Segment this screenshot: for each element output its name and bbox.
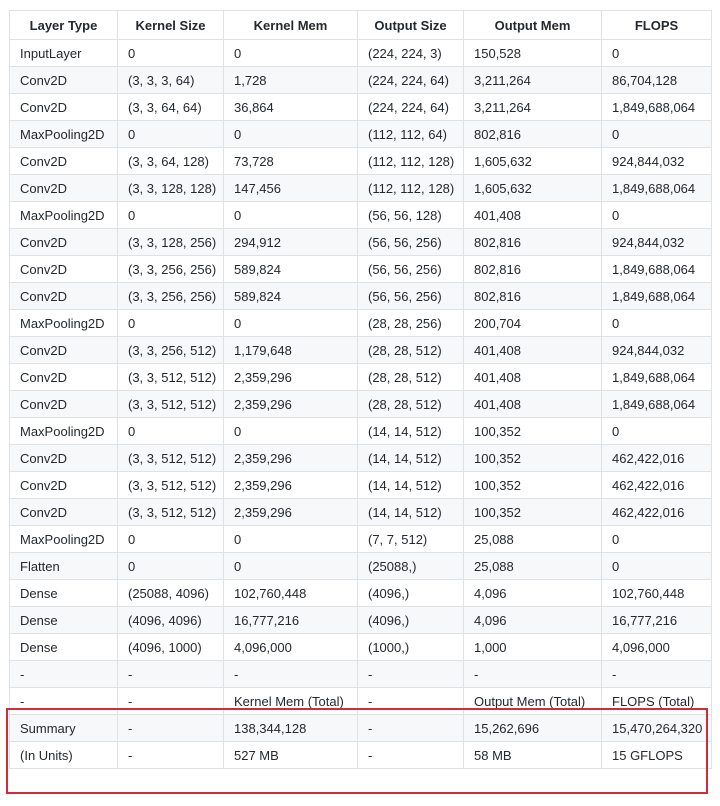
table-row [10, 553, 712, 580]
cell-output-size: (14, 14, 512) [358, 418, 464, 445]
cell-output-mem: 401,408 [464, 391, 602, 418]
cell-layer-type: MaxPooling2D [10, 121, 118, 148]
cell-kernel-size: 0 [118, 526, 224, 553]
cell-flops: 1,849,688,064 [602, 94, 712, 121]
cell-layer-type: MaxPooling2D [10, 310, 118, 337]
table-row [10, 445, 712, 472]
cell-output-mem: 401,408 [464, 364, 602, 391]
cell-kernel-size: 0 [118, 121, 224, 148]
cell-output-size: (112, 112, 128) [358, 148, 464, 175]
table-row [10, 715, 712, 742]
cell-output-mem: Output Mem (Total) [464, 688, 602, 715]
column-header-output-mem: Output Mem [464, 11, 602, 40]
cell-layer-type: Conv2D [10, 472, 118, 499]
cell-kernel-size: (3, 3, 64, 64) [118, 94, 224, 121]
cell-output-size: (7, 7, 512) [358, 526, 464, 553]
cell-flops: 0 [602, 418, 712, 445]
cell-kernel-mem: 2,359,296 [224, 364, 358, 391]
cell-kernel-size: (3, 3, 256, 512) [118, 337, 224, 364]
cell-kernel-mem: 2,359,296 [224, 391, 358, 418]
cell-flops: 924,844,032 [602, 148, 712, 175]
cell-layer-type: Flatten [10, 553, 118, 580]
cell-output-mem: 4,096 [464, 580, 602, 607]
cell-output-mem: - [464, 661, 602, 688]
cell-flops: 0 [602, 202, 712, 229]
cell-output-size: - [358, 715, 464, 742]
table-row [10, 148, 712, 175]
cell-kernel-mem: 589,824 [224, 283, 358, 310]
cell-flops: 0 [602, 526, 712, 553]
cell-layer-type: Conv2D [10, 391, 118, 418]
cell-kernel-size: (3, 3, 512, 512) [118, 364, 224, 391]
cell-kernel-mem: 589,824 [224, 256, 358, 283]
table-row [10, 337, 712, 364]
cell-flops: 1,849,688,064 [602, 175, 712, 202]
cell-output-size: - [358, 661, 464, 688]
table-row [10, 634, 712, 661]
cell-output-mem: 401,408 [464, 202, 602, 229]
cell-kernel-mem: 1,728 [224, 67, 358, 94]
cell-kernel-size: - [118, 688, 224, 715]
cell-kernel-size: 0 [118, 40, 224, 67]
cell-output-mem: 100,352 [464, 445, 602, 472]
table-row [10, 391, 712, 418]
table-row [10, 310, 712, 337]
column-header-kernel-size: Kernel Size [118, 11, 224, 40]
cell-kernel-mem: 294,912 [224, 229, 358, 256]
table-row [10, 661, 712, 688]
cell-kernel-size: (4096, 4096) [118, 607, 224, 634]
cell-output-size: (224, 224, 64) [358, 67, 464, 94]
table-row [10, 607, 712, 634]
cell-output-mem: 401,408 [464, 337, 602, 364]
table-row [10, 94, 712, 121]
cell-flops: - [602, 661, 712, 688]
cell-kernel-mem: 16,777,216 [224, 607, 358, 634]
table-body [10, 40, 712, 769]
cell-layer-type: Conv2D [10, 364, 118, 391]
cell-flops: 1,849,688,064 [602, 256, 712, 283]
table-row [10, 472, 712, 499]
cell-layer-type: MaxPooling2D [10, 202, 118, 229]
cell-output-mem: 58 MB [464, 742, 602, 769]
cell-layer-type: Conv2D [10, 256, 118, 283]
cell-flops: 15,470,264,320 [602, 715, 712, 742]
cell-flops: 462,422,016 [602, 499, 712, 526]
cell-kernel-size: 0 [118, 202, 224, 229]
cell-flops: 0 [602, 553, 712, 580]
cell-layer-type: Conv2D [10, 148, 118, 175]
cell-output-size: (1000,) [358, 634, 464, 661]
cell-kernel-mem: 73,728 [224, 148, 358, 175]
cell-kernel-size: (3, 3, 128, 256) [118, 229, 224, 256]
cell-kernel-mem: 0 [224, 40, 358, 67]
cell-output-mem: 150,528 [464, 40, 602, 67]
cell-kernel-mem: 0 [224, 418, 358, 445]
cell-output-mem: 100,352 [464, 472, 602, 499]
cell-flops: 0 [602, 40, 712, 67]
cell-output-size: (56, 56, 128) [358, 202, 464, 229]
cell-flops: 4,096,000 [602, 634, 712, 661]
cell-flops: 924,844,032 [602, 337, 712, 364]
cell-output-size: (25088,) [358, 553, 464, 580]
cell-flops: 0 [602, 121, 712, 148]
cell-kernel-size: (3, 3, 256, 256) [118, 256, 224, 283]
cell-output-mem: 100,352 [464, 499, 602, 526]
cell-output-mem: 4,096 [464, 607, 602, 634]
cell-flops: 1,849,688,064 [602, 364, 712, 391]
cell-output-size: (112, 112, 64) [358, 121, 464, 148]
cell-kernel-size: - [118, 661, 224, 688]
cell-layer-type: Dense [10, 607, 118, 634]
cell-kernel-size: (3, 3, 512, 512) [118, 499, 224, 526]
cell-layer-type: InputLayer [10, 40, 118, 67]
cell-layer-type: - [10, 661, 118, 688]
cell-kernel-size: 0 [118, 418, 224, 445]
cell-kernel-mem: 4,096,000 [224, 634, 358, 661]
cell-layer-type: Conv2D [10, 229, 118, 256]
cell-output-size: (14, 14, 512) [358, 445, 464, 472]
cell-kernel-mem: 0 [224, 121, 358, 148]
cell-output-size: - [358, 742, 464, 769]
cell-flops: 102,760,448 [602, 580, 712, 607]
cell-output-size: (4096,) [358, 607, 464, 634]
layer-stats-table [9, 10, 712, 769]
table-row [10, 283, 712, 310]
cell-layer-type: - [10, 688, 118, 715]
table-row [10, 688, 712, 715]
cell-kernel-mem: 0 [224, 310, 358, 337]
cell-kernel-size: (4096, 1000) [118, 634, 224, 661]
cell-kernel-size: - [118, 742, 224, 769]
cell-layer-type: Conv2D [10, 67, 118, 94]
cell-flops: FLOPS (Total) [602, 688, 712, 715]
cell-output-mem: 1,605,632 [464, 175, 602, 202]
table-row [10, 526, 712, 553]
cell-output-size: (224, 224, 64) [358, 94, 464, 121]
cell-output-size: (56, 56, 256) [358, 256, 464, 283]
cell-flops: 924,844,032 [602, 229, 712, 256]
cell-kernel-mem: 1,179,648 [224, 337, 358, 364]
cell-output-mem: 15,262,696 [464, 715, 602, 742]
cell-flops: 1,849,688,064 [602, 283, 712, 310]
table-row [10, 418, 712, 445]
cell-output-size: (14, 14, 512) [358, 499, 464, 526]
cell-flops: 0 [602, 310, 712, 337]
cell-flops: 16,777,216 [602, 607, 712, 634]
cell-kernel-size: 0 [118, 310, 224, 337]
cell-output-size: (56, 56, 256) [358, 283, 464, 310]
cell-output-mem: 200,704 [464, 310, 602, 337]
layer-table-container [9, 10, 711, 769]
cell-output-mem: 802,816 [464, 121, 602, 148]
cell-kernel-mem: 0 [224, 553, 358, 580]
cell-output-size: (28, 28, 256) [358, 310, 464, 337]
cell-layer-type: Dense [10, 634, 118, 661]
table-row [10, 256, 712, 283]
cell-kernel-size: - [118, 715, 224, 742]
table-row [10, 121, 712, 148]
table-row [10, 499, 712, 526]
cell-kernel-mem: 0 [224, 526, 358, 553]
cell-kernel-mem: 147,456 [224, 175, 358, 202]
cell-kernel-size: (3, 3, 512, 512) [118, 391, 224, 418]
cell-layer-type: Summary [10, 715, 118, 742]
column-header-kernel-mem: Kernel Mem [224, 11, 358, 40]
cell-output-size: (14, 14, 512) [358, 472, 464, 499]
cell-layer-type: Conv2D [10, 283, 118, 310]
cell-kernel-mem: 2,359,296 [224, 445, 358, 472]
cell-output-size: (28, 28, 512) [358, 391, 464, 418]
cell-output-mem: 3,211,264 [464, 67, 602, 94]
cell-layer-type: MaxPooling2D [10, 418, 118, 445]
cell-output-size: (112, 112, 128) [358, 175, 464, 202]
column-header-output-size: Output Size [358, 11, 464, 40]
cell-layer-type: Conv2D [10, 337, 118, 364]
table-row [10, 40, 712, 67]
cell-kernel-mem: Kernel Mem (Total) [224, 688, 358, 715]
cell-kernel-size: (3, 3, 512, 512) [118, 445, 224, 472]
table-row [10, 742, 712, 769]
cell-layer-type: (In Units) [10, 742, 118, 769]
table-row [10, 175, 712, 202]
table-row [10, 229, 712, 256]
cell-output-size: (28, 28, 512) [358, 337, 464, 364]
table-row [10, 364, 712, 391]
cell-layer-type: MaxPooling2D [10, 526, 118, 553]
cell-kernel-size: (25088, 4096) [118, 580, 224, 607]
cell-output-size: (224, 224, 3) [358, 40, 464, 67]
cell-kernel-size: (3, 3, 64, 128) [118, 148, 224, 175]
cell-layer-type: Conv2D [10, 445, 118, 472]
cell-kernel-size: (3, 3, 128, 128) [118, 175, 224, 202]
column-header-flops: FLOPS [602, 11, 712, 40]
cell-output-mem: 1,605,632 [464, 148, 602, 175]
cell-kernel-mem: 2,359,296 [224, 499, 358, 526]
header-row [10, 11, 712, 40]
cell-layer-type: Conv2D [10, 94, 118, 121]
cell-layer-type: Conv2D [10, 499, 118, 526]
cell-output-mem: 802,816 [464, 229, 602, 256]
cell-kernel-mem: 36,864 [224, 94, 358, 121]
cell-output-mem: 100,352 [464, 418, 602, 445]
cell-kernel-mem: - [224, 661, 358, 688]
cell-flops: 86,704,128 [602, 67, 712, 94]
cell-kernel-mem: 0 [224, 202, 358, 229]
cell-output-size: - [358, 688, 464, 715]
cell-kernel-mem: 2,359,296 [224, 472, 358, 499]
cell-flops: 1,849,688,064 [602, 391, 712, 418]
cell-output-mem: 802,816 [464, 256, 602, 283]
table-row [10, 580, 712, 607]
cell-kernel-mem: 138,344,128 [224, 715, 358, 742]
cell-output-size: (28, 28, 512) [358, 364, 464, 391]
cell-kernel-size: (3, 3, 512, 512) [118, 472, 224, 499]
cell-kernel-size: (3, 3, 256, 256) [118, 283, 224, 310]
cell-kernel-mem: 102,760,448 [224, 580, 358, 607]
table-header [10, 11, 712, 40]
cell-kernel-size: (3, 3, 3, 64) [118, 67, 224, 94]
cell-kernel-mem: 527 MB [224, 742, 358, 769]
cell-output-mem: 25,088 [464, 526, 602, 553]
column-header-layer-type: Layer Type [10, 11, 118, 40]
cell-layer-type: Dense [10, 580, 118, 607]
cell-layer-type: Conv2D [10, 175, 118, 202]
cell-output-mem: 802,816 [464, 283, 602, 310]
cell-output-size: (56, 56, 256) [358, 229, 464, 256]
cell-flops: 462,422,016 [602, 472, 712, 499]
cell-output-mem: 25,088 [464, 553, 602, 580]
cell-output-size: (4096,) [358, 580, 464, 607]
cell-flops: 15 GFLOPS [602, 742, 712, 769]
cell-flops: 462,422,016 [602, 445, 712, 472]
cell-output-mem: 1,000 [464, 634, 602, 661]
table-row [10, 67, 712, 94]
cell-kernel-size: 0 [118, 553, 224, 580]
table-row [10, 202, 712, 229]
cell-output-mem: 3,211,264 [464, 94, 602, 121]
